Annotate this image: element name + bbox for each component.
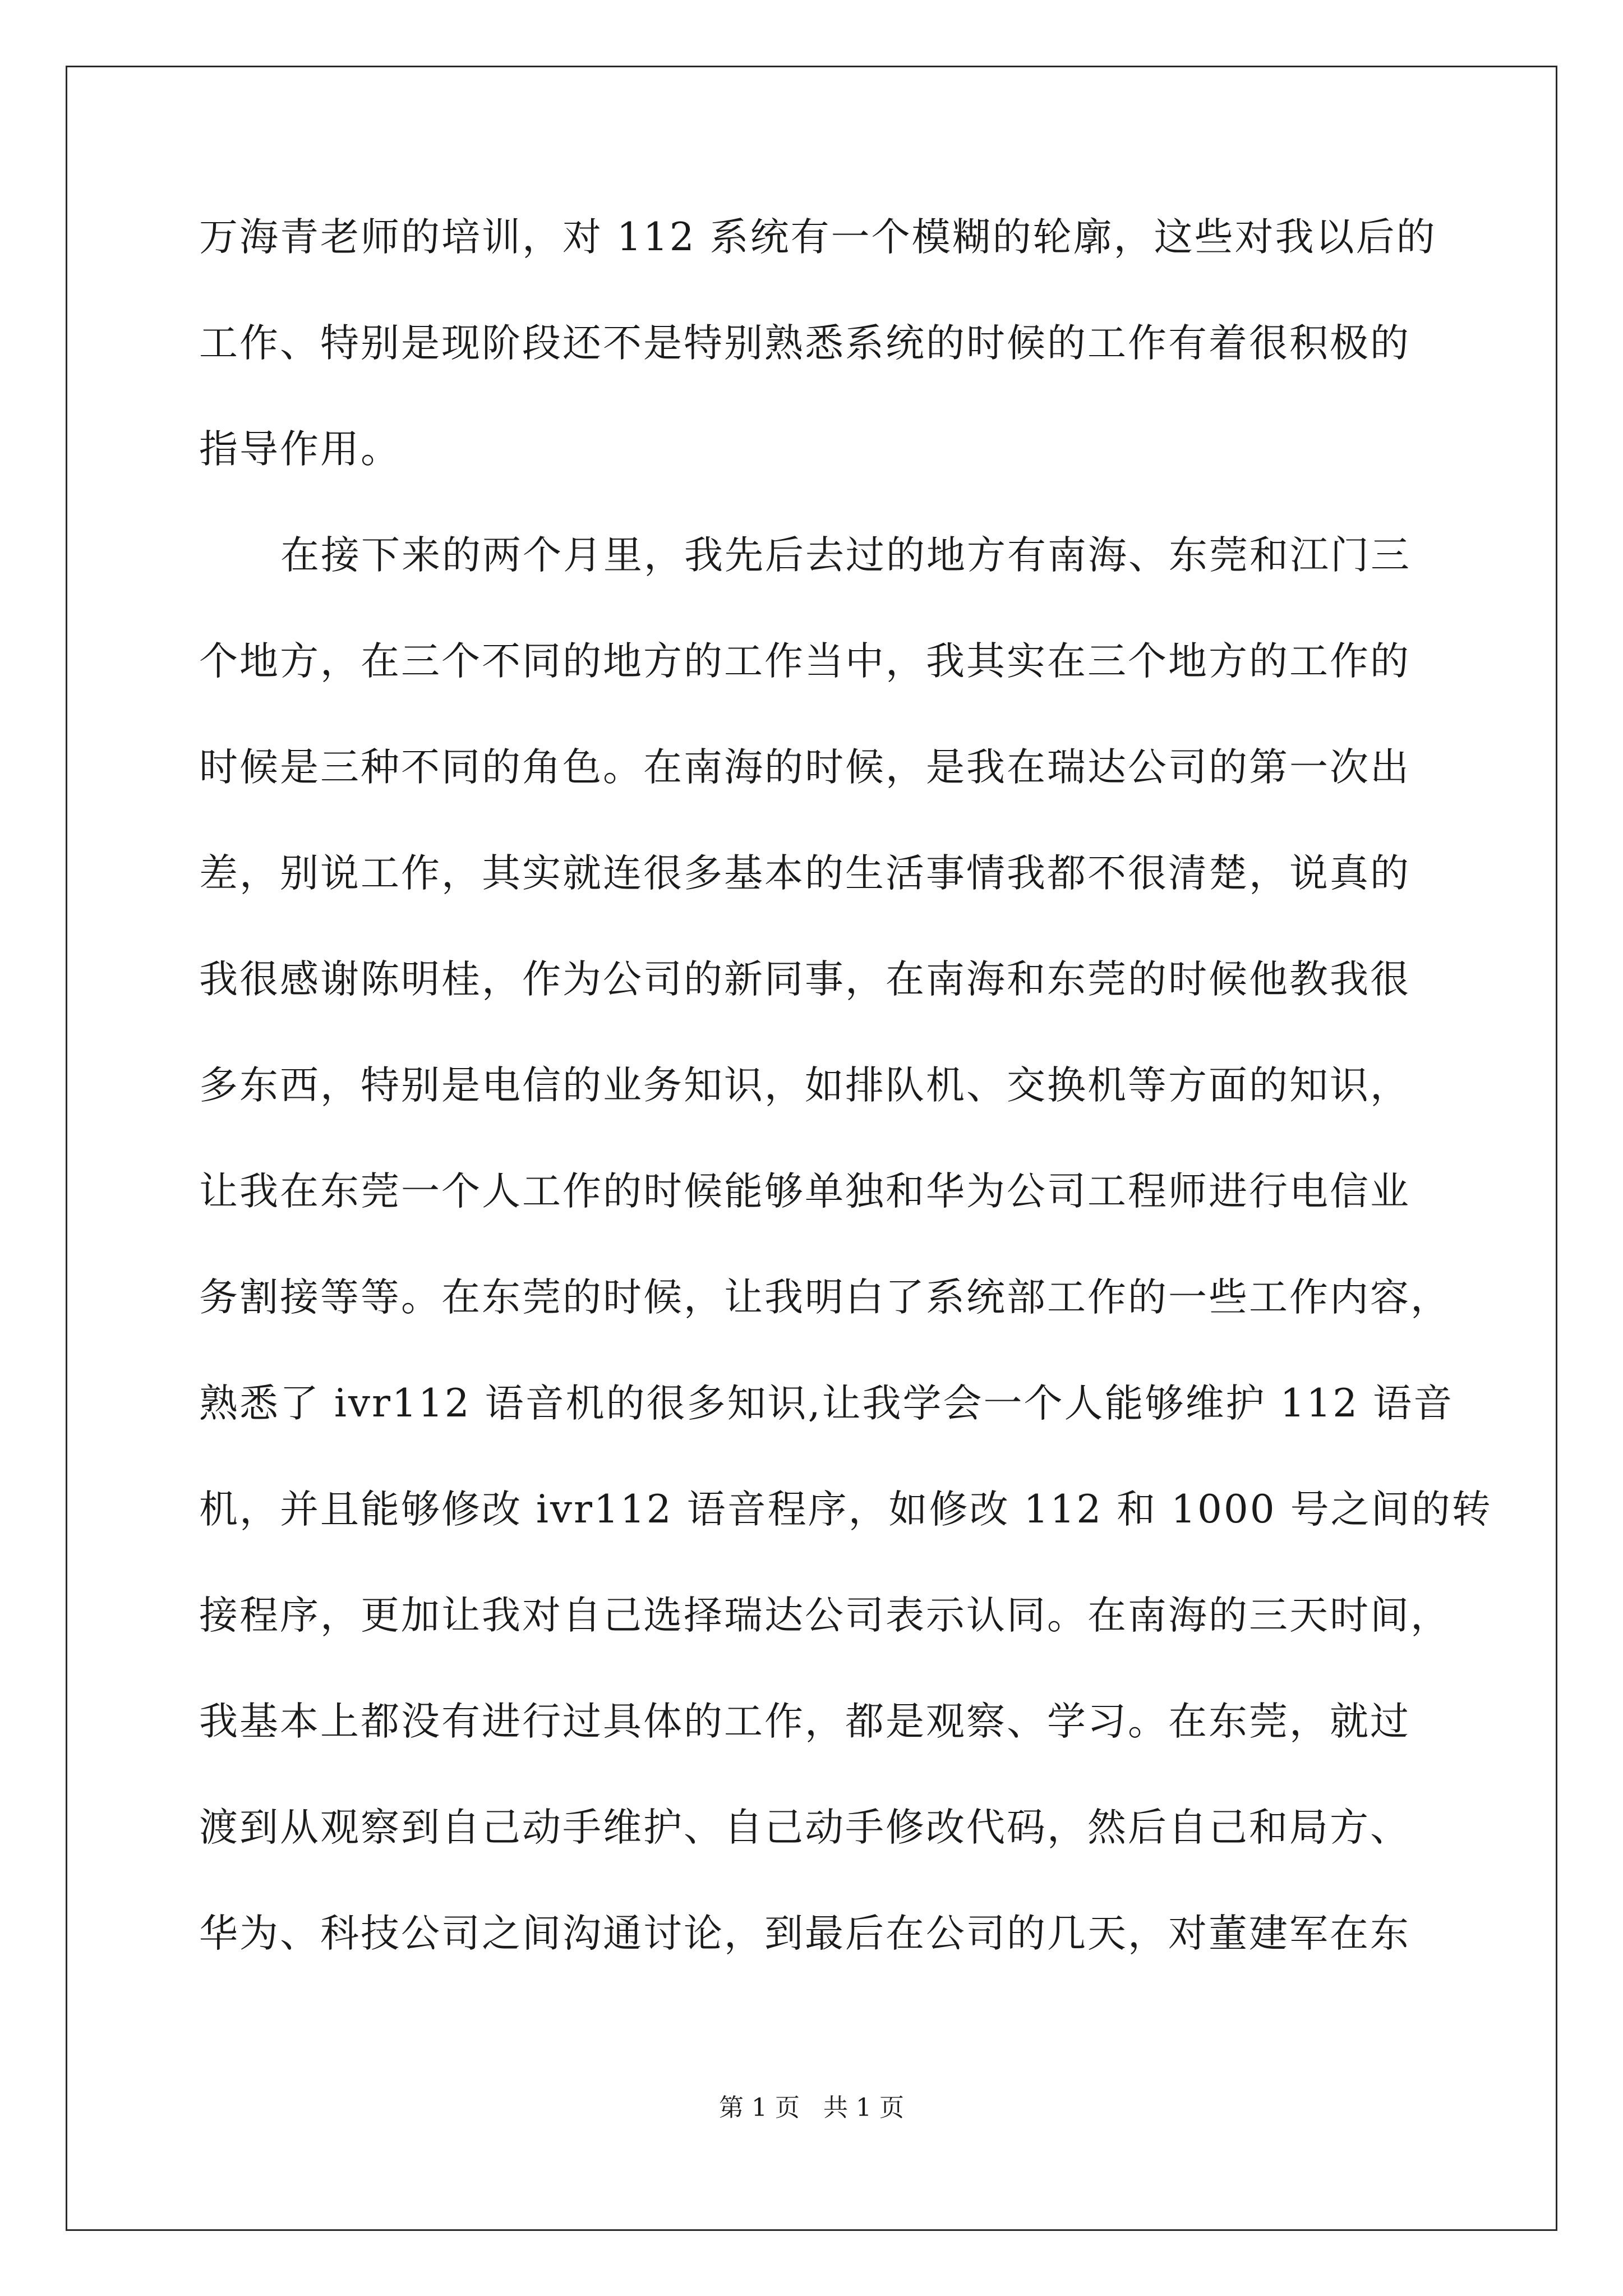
text-line: 务割接等等。在东莞的时候，让我明白了系统部工作的一些工作内容， (199, 1275, 1451, 1320)
text-line: 熟悉了 ivr112 语音机的很多知识,让我学会一个人能够维护 112 语音 (199, 1381, 1454, 1426)
text-line: 华为、科技公司之间沟通讨论，到最后在公司的几天，对董建军在东 (199, 1911, 1410, 1956)
text-line: 我基本上都没有进行过具体的工作，都是观察、学习。在东莞，就过 (199, 1699, 1410, 1744)
page-number-footer: 第 1 页 共 1 页 (719, 2093, 904, 2122)
text-line: 个地方，在三个不同的地方的工作当中，我其实在三个地方的工作的 (199, 639, 1410, 684)
text-line: 在接下来的两个月里，我先后去过的地方有南海、东莞和江门三 (280, 533, 1411, 578)
text-line: 机，并且能够修改 ivr112 语音程序，如修改 112 和 1000 号之间的转 (199, 1487, 1492, 1532)
page-border (66, 66, 1557, 2231)
text-line: 渡到从观察到自己动手维护、自己动手修改代码，然后自己和局方、 (199, 1805, 1410, 1850)
text-line: 指导作用。 (199, 427, 401, 472)
text-line: 多东西，特别是电信的业务知识，如排队机、交换机等方面的知识， (199, 1063, 1410, 1108)
text-line: 让我在东莞一个人工作的时候能够单独和华为公司工程师进行电信业 (199, 1169, 1410, 1214)
text-line: 我很感谢陈明桂，作为公司的新同事，在南海和东莞的时候他教我很 (199, 957, 1410, 1002)
text-line: 接程序，更加让我对自己选择瑞达公司表示认同。在南海的三天时间， (199, 1593, 1451, 1638)
text-line: 差，别说工作，其实就连很多基本的生活事情我都不很清楚，说真的 (199, 851, 1410, 896)
text-line: 工作、特别是现阶段还不是特别熟悉系统的时候的工作有着很积极的 (199, 321, 1410, 366)
text-line: 时候是三种不同的角色。在南海的时候，是我在瑞达公司的第一次出 (199, 745, 1410, 790)
text-line: 万海青老师的培训，对 112 系统有一个模糊的轮廓，这些对我以后的 (199, 215, 1437, 260)
